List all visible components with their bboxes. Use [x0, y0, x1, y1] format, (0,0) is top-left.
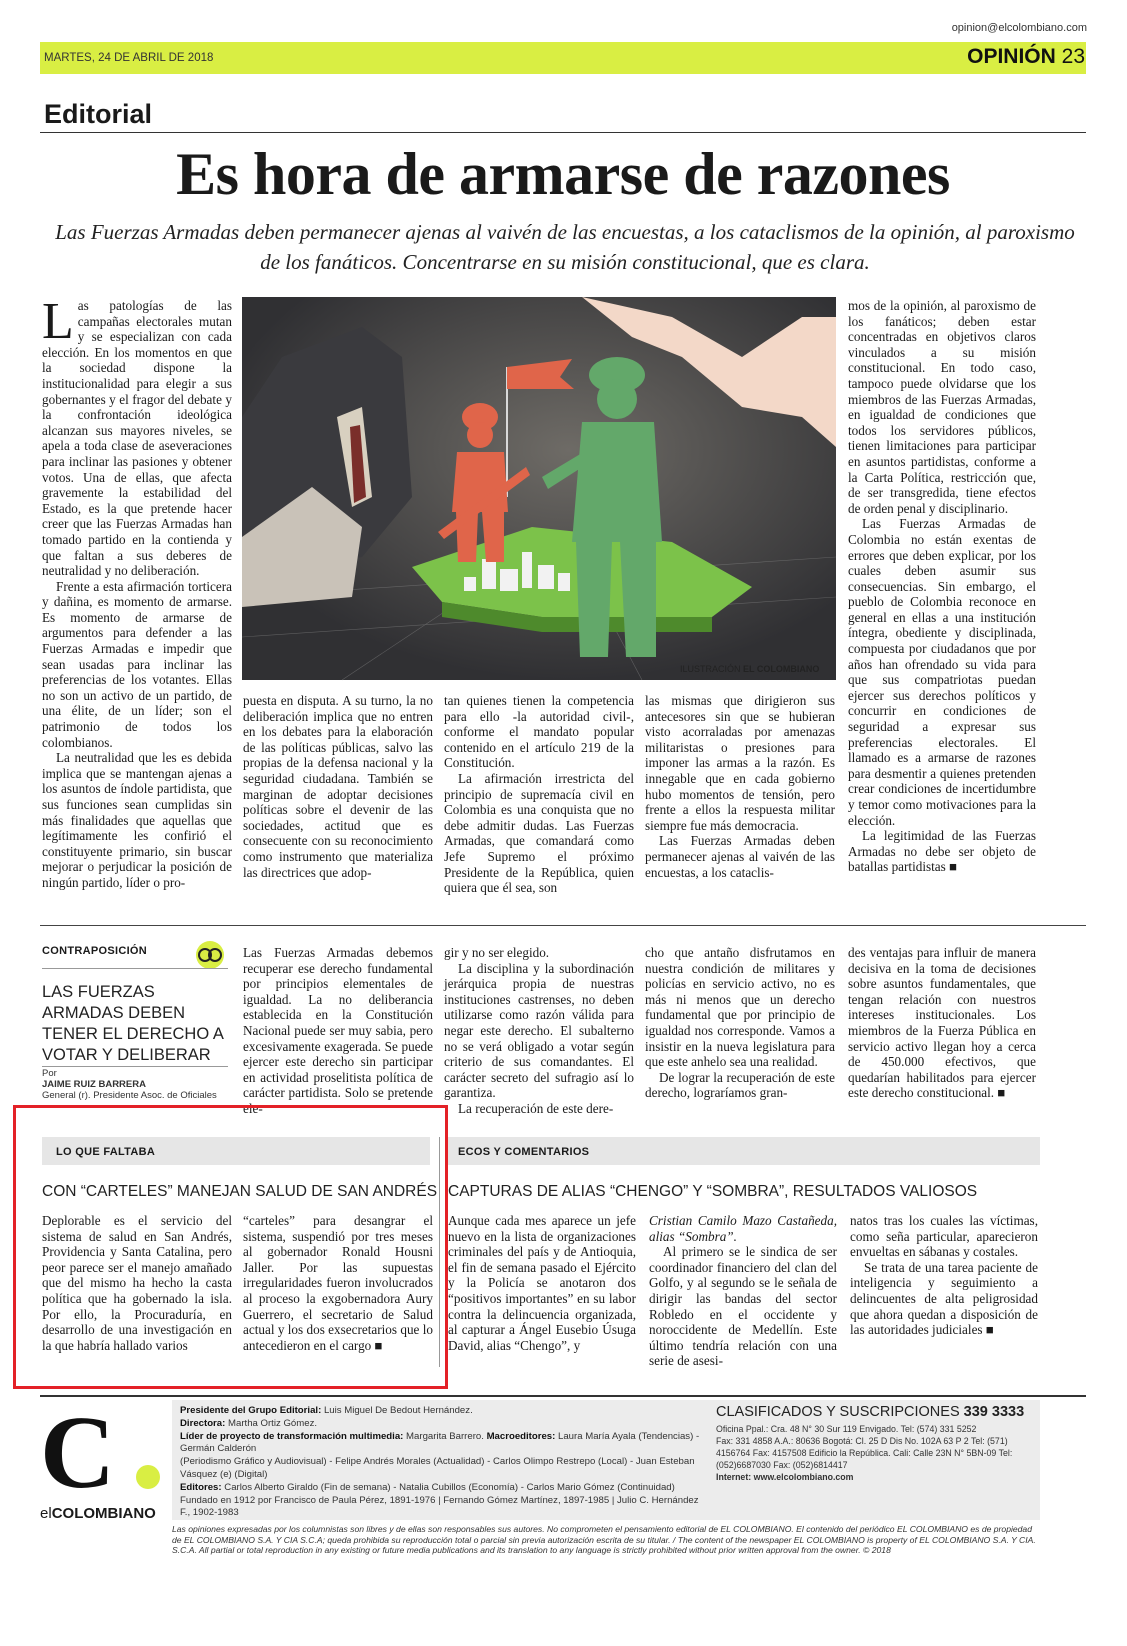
contact-line: Fax: 331 4858 A.A.: 80636 Bogotá: Cl. 25 D Dis No. 102A 63 P 2 Tel: (571) [716, 1436, 1008, 1446]
byline-by: Por [42, 1068, 57, 1079]
ecos-title: CAPTURAS DE ALIAS “CHENGO” Y “SOMBRA”, RESULTADOS VALIOSOS [448, 1183, 978, 1200]
contraposicion-column-1 [243, 945, 433, 1116]
section-divider [40, 925, 1086, 926]
byline-rule [42, 1066, 228, 1067]
logo-letter: C [40, 1395, 116, 1510]
editorial-paragraph: tan quienes tienen la competencia para ello -la autoridad civil-, conforme el mandato popular contenido en el artículo 219 de la Constitución. [444, 693, 634, 771]
logo-el: el [40, 1505, 52, 1522]
contraposicion-icon [195, 940, 225, 975]
contraposicion-text: des ventajas para influir de manera decisiva en la toma de decisiones sobre asuntos fundamentales, que tengan relación con nuestros intereses institucionales. Los miembros de la Fuerza Pública en servicio activo llegan hoy a cerca de 450.000 efectivos, que quedarían habilitados para ejercer este derecho constitucional. ■ [848, 945, 1036, 1101]
masthead-line: Presidente del Grupo Editorial: Luis Miguel De Bedout Hernández. [180, 1405, 473, 1416]
highlight-box [13, 1105, 448, 1389]
section-name: OPINIÓN [967, 45, 1056, 68]
contraposicion-title: LAS FUERZAS ARMADAS DEBEN TENER EL DERECHO A VOTAR Y DELIBERAR [42, 983, 223, 1064]
contraposicion-column-4 [848, 945, 1036, 1101]
contraposicion-text: gir y no ser elegido. [444, 945, 550, 960]
editorial-headline: Es hora de armarse de razones [176, 141, 950, 207]
editorial-column-3 [444, 693, 634, 896]
author-role: General (r). Presidente Asoc. de Oficiales [42, 1090, 217, 1101]
editorial-illustration [242, 297, 836, 680]
editorial-column-5 [848, 298, 1036, 875]
contraposicion-text: La recuperación de este dere- [458, 1100, 614, 1116]
editorial-deck: Las Fuerzas Armadas deben permanecer ajenas al vaivén de las encuestas, a los cataclismos de la opinión, al paroxismo de los fanáticos. Concentrarse en su misión constitucional, que es clara. [55, 220, 1075, 274]
masthead-line: Fundado en 1912 por Francisco de Paula Pérez, 1891-1976 | Fernando Gómez Martínez, 1897-1985 | Julio C. Hernández F., 1902-1983 [180, 1494, 699, 1519]
editorial-paragraph: La legitimidad de las Fuerzas Armadas no debe ser objeto de batallas partidistas ■ [848, 828, 1036, 875]
contact-details: Oficina Ppal.: Cra. 48 N° 30 Sur 119 Envigado. Tel: (574) 331 5252 Fax: 331 4858 A.A.: 80636 Bogotá: Cl. 25 D Dis No. 102A 63 P 2 Tel: (571) 4156764 Fax: 4157508 Edificio la República. Cali: Calle 23N N° 5BN-09 Tel: (052)6687030 Fax: (052)6814417 Internet: www.elcolombiano.com [716, 1423, 1036, 1483]
ecos-label: ECOS Y COMENTARIOS [458, 1146, 590, 1158]
contraposicion-text: La disciplina y la subordinación jerárquica propia de nuestras instituciones castrenses, no deben utilizarse como razón válida para negar este derecho. El subalterno no se verá obligado a votar según criterio de sus comandantes. El carácter secreto del sufragio así lo garantiza. [444, 960, 634, 1101]
ecos-text: natos tras los cuales las víctimas, como seña particular, aparecieron envueltas en sábanas y costales. [850, 1213, 1038, 1260]
footer-rule [40, 1395, 1086, 1397]
logo-mark [40, 1395, 165, 1510]
editorial-column-1 [42, 293, 232, 918]
editorial-paragraph: La afirmación irrestricta del principio de supremacía civil en Colombia es una conquista que no debe admitir dudas. Las Fuerzas Armadas, que comandará como Jefe Supremo el próximo Presidente de la República, quien quiera que él sea, son [444, 770, 634, 896]
issue-date: MARTES, 24 DE ABRIL DE 2018 [44, 52, 214, 64]
editorial-paragraph: Las Fuerzas Armadas deben permanecer ajenas al vaivén de las encuestas, a los cataclis- [645, 833, 835, 880]
contraposicion-column-3 [645, 945, 835, 1101]
lo-que-faltaba-title: CON “CARTELES” MANEJAN SALUD DE SAN ANDRÉS [42, 1183, 438, 1200]
contraposicion-text: cho que antaño disfrutamos en nuestra condición de militares y policías en servicio activo, no es más ni menos que un derecho fundamental que por principio de igualdad nos corresponde. Vamos a insistir en la nueva legislatura para que este anhelo sea una realidad. [645, 945, 835, 1070]
kicker-rule [40, 132, 1086, 133]
author-name: JAIME RUIZ BARRERA [42, 1079, 146, 1090]
masthead-line: Líder de proyecto de transformación multimedia: Margarita Barrero. Macroeditores: Laura María Ayala (Tendencias) - Germán Calderón [180, 1430, 700, 1455]
section-title [967, 45, 1085, 69]
masthead-line: Directora: Martha Ortiz Gómez. [180, 1417, 318, 1429]
toy-soldiers-illustration [242, 297, 836, 680]
ecos-text: Al primero se le sindica de ser coordinador financiero del clan del Golfo, y al segundo se le señala de dirigir las bandas del sector Robledo en el occidente y noroccidente de Medellín. Este último tendría relación con una serie de asesi- [649, 1244, 837, 1369]
contraposicion-text: Las Fuerzas Armadas debemos recuperar ese derecho fundamental por principios elementales de igualdad. La no deliberancia establecida en la Constitución Nacional puede ser muy sabia, pero excesivamente exagerada. Se puede ejercer este derecho sin participar en actividad proselitista política de carácter partidista. Solo se pretende ele- [243, 945, 433, 1116]
lo-que-faltaba-text: Deplorable es el servicio del sistema de salud en San Andrés, Providencia y Santa Catalina, pero peor parece ser el manejo amañado que del mismo ha hecho la casta política que ha gobernado la isla. Por ello, la Procuraduría, en desarrollo de una investigación en la que habría hallado varios [42, 1213, 232, 1353]
editorial-paragraph: La neutralidad que les es debida implica que se mantengan ajenas a los asuntos de índole partidista, que sus funciones sean cumplidas sin más finalidades que aquellas que legítimamente les confirió el constituyente primario, sin buscar mejorar o perjudicar la posición de ningún partido, líder o pro- [42, 750, 232, 890]
email-header: opinion@elcolombiano.com [951, 22, 1087, 34]
editorial-paragraph: las mismas que dirigieron sus antecesores sin que se hubieran visto acorraladas por amenazas militaristas o presiones para imponer las armas a la razón. Es innegable que en cada gobierno hubo momentos de tensión, pero frente a ellos la respuesta militar siempre fue más democracia. [645, 693, 835, 833]
contraposicion-column-2 [444, 945, 634, 1117]
ecos-text: Aunque cada mes aparece un jefe nuevo en la lista de organizaciones criminales del país y de Antioquia, el fin de semana pasado el Ejército y la Policía se anotaron dos “positivos importantes” en su labor contra la delincuencia organizada, al capturar a Ángel Eusebio Úsuga David, alias “Chengo”, y [448, 1213, 636, 1353]
clasificados-title: CLASIFICADOS Y SUSCRIPCIONES 339 3333 [716, 1404, 1025, 1420]
contraposicion-label: CONTRAPOSICIÓN [42, 945, 148, 957]
editorial-text: as patologías de las campañas electorales mutan y se especializan con cada elección. En los momentos en que la sociedad dispone la institucionalidad para elegir a sus gobernantes y el fragor del debate y la confrontación ideológica alcanzan sus mayores niveles, se apela a toda clase de aseveraciones para inclinar las pasiones y obtener votos. Una de ellas, que afecta gravemente la estabilidad del Estado, es la que pretende hacer creer que las Fuerzas Armadas han tomado partido en la contienda y que faltan a sus deberes de neutralidad y no deliberación. [42, 298, 232, 579]
lo-que-faltaba-label: LO QUE FALTABA [56, 1146, 156, 1158]
contraposicion-rule [42, 968, 228, 969]
logo-wordmark [40, 1505, 165, 1522]
masthead-line: Editores: Carlos Alberto Giraldo (Fin de semana) - Natalia Cubillos (Economía) - Carlos Mario Gómez (Continuidad) [180, 1481, 675, 1493]
editorial-paragraph: mos de la opinión, al paroxismo de los fanáticos; deben estar concentradas en objetivos claros vinculados a su misión constitucional. En todo caso, tampoco puede olvidarse que los miembros de las Fuerzas Armadas, en igualdad de condiciones que todos los servidores públicos, tienen limitaciones para participar en asuntos partidistas, conforme a la Carta Política, restricción que, de ser transgredida, tiene efectos de orden penal y disciplinario. [848, 298, 1036, 516]
drop-cap: L [42, 293, 74, 350]
legal-disclaimer: Las opiniones expresadas por los columnistas son libres y de ellas son responsables sus autores. No comprometen el pensamiento editorial de EL COLOMBIANO. El contenido del periódico EL COLOMBIANO es de propiedad de EL COLOMBIANO S.A. Y CIA S.C.A; queda prohibida su reproducción total o parcial sin previa autorización escrita de su titular. / The content of the newspaper EL COLOMBIANO is property of EL COLOMBIANO S.A. Y CIA. S.C.A. All partial or total reproduction in any existing or future media publications and its translation to any language is strictly prohibited without prior written approval from the owner. © 2018 [172, 1524, 1036, 1555]
ecos-text: Se trata de una tarea paciente de inteligencia y seguimiento a delincuentes de alta peligrosidad que ahora quedan a disposición de las autoridades judiciales ■ [850, 1259, 1038, 1338]
credit-name: EL COLOMBIANO [743, 664, 820, 674]
ecos-column-1 [448, 1213, 636, 1353]
page-number: 23 [1061, 45, 1085, 68]
editorial-paragraph: puesta en disputa. A su turno, la no deliberación implica que no entren en los debates para la elaboración de las políticas públicas, salvo las propias de la defensa nacional y la seguridad ciudadana. También se marginan de adoptar decisiones políticas sobre el devenir de las sociedades, actitud que es consecuente con su reconocimiento como instrumento que materializa las directrices que adop- [243, 693, 433, 880]
contact-block [716, 1404, 1036, 1483]
masthead-line: (Periodismo Gráfico y Audiovisual) - Felipe Andrés Morales (Actualidad) - Carlos Olimpo Restrepo (Local) - Juan Esteban Vásquez (e) (Digital) [180, 1456, 695, 1480]
logo [40, 1395, 165, 1522]
ecos-column-2 [649, 1213, 837, 1369]
editorial-kicker: Editorial [44, 99, 153, 129]
editorial-paragraph: Frente a esta afirmación torticera y dañina, es momento de armarse. Es momento de armarse de argumentos para defender a las Fuerzas Armadas e impedir que sean usadas para inclinar las preferencias de los votantes. Ellas no son un activo de un partido, de una élite, de un líder; son el patrimonio de todos los colombianos. [42, 578, 232, 750]
ecos-text: Cristian Camilo Mazo Castañeda, alias “Sombra”. [649, 1213, 837, 1244]
editorial-paragraph: Las Fuerzas Armadas de Colombia no están exentas de errores que deben explicar, por los cuales deben asumir sus consecuencias. Sin embargo, el pueblo de Colombia reconoce en general en ellas a una institución íntegra, obediente y disciplinada, compuesta por ciudadanos que por años han ofrendado su vida para que sus compatriotas puedan ejercer sus derechos políticos y concurrir en condiciones de seguridad a expresar sus preferencias electorales. El llamado es a armarse de razones para desmentir a quienes pretenden crear condiciones de incertidumbre y temor como motivaciones para la elección. [848, 516, 1036, 828]
lo-que-faltaba-text: “carteles” para desangrar el sistema, suspendió por tres meses al gobernador Ronald Housni Jaller. Por las supuestas irregularidades fueron involucrados al proceso la exgobernadora Aury Guerrero, el secretario de Salud actual y los dos exsecretarios que lo antecedieron en el cargo ■ [243, 1213, 433, 1353]
logo-name: COLOMBIANO [51, 1505, 156, 1522]
editorial-column-4 [645, 693, 835, 880]
byline [42, 1068, 232, 1101]
masthead-credits [180, 1405, 710, 1520]
editorial-column-2 [243, 693, 433, 880]
illustration-credit [680, 664, 819, 674]
ecos-column-3 [850, 1213, 1038, 1338]
credit-prefix: ILUSTRACIÓN [680, 664, 741, 674]
contraposicion-text: De lograr la recuperación de este derecho, lograríamos gran- [645, 1069, 835, 1101]
